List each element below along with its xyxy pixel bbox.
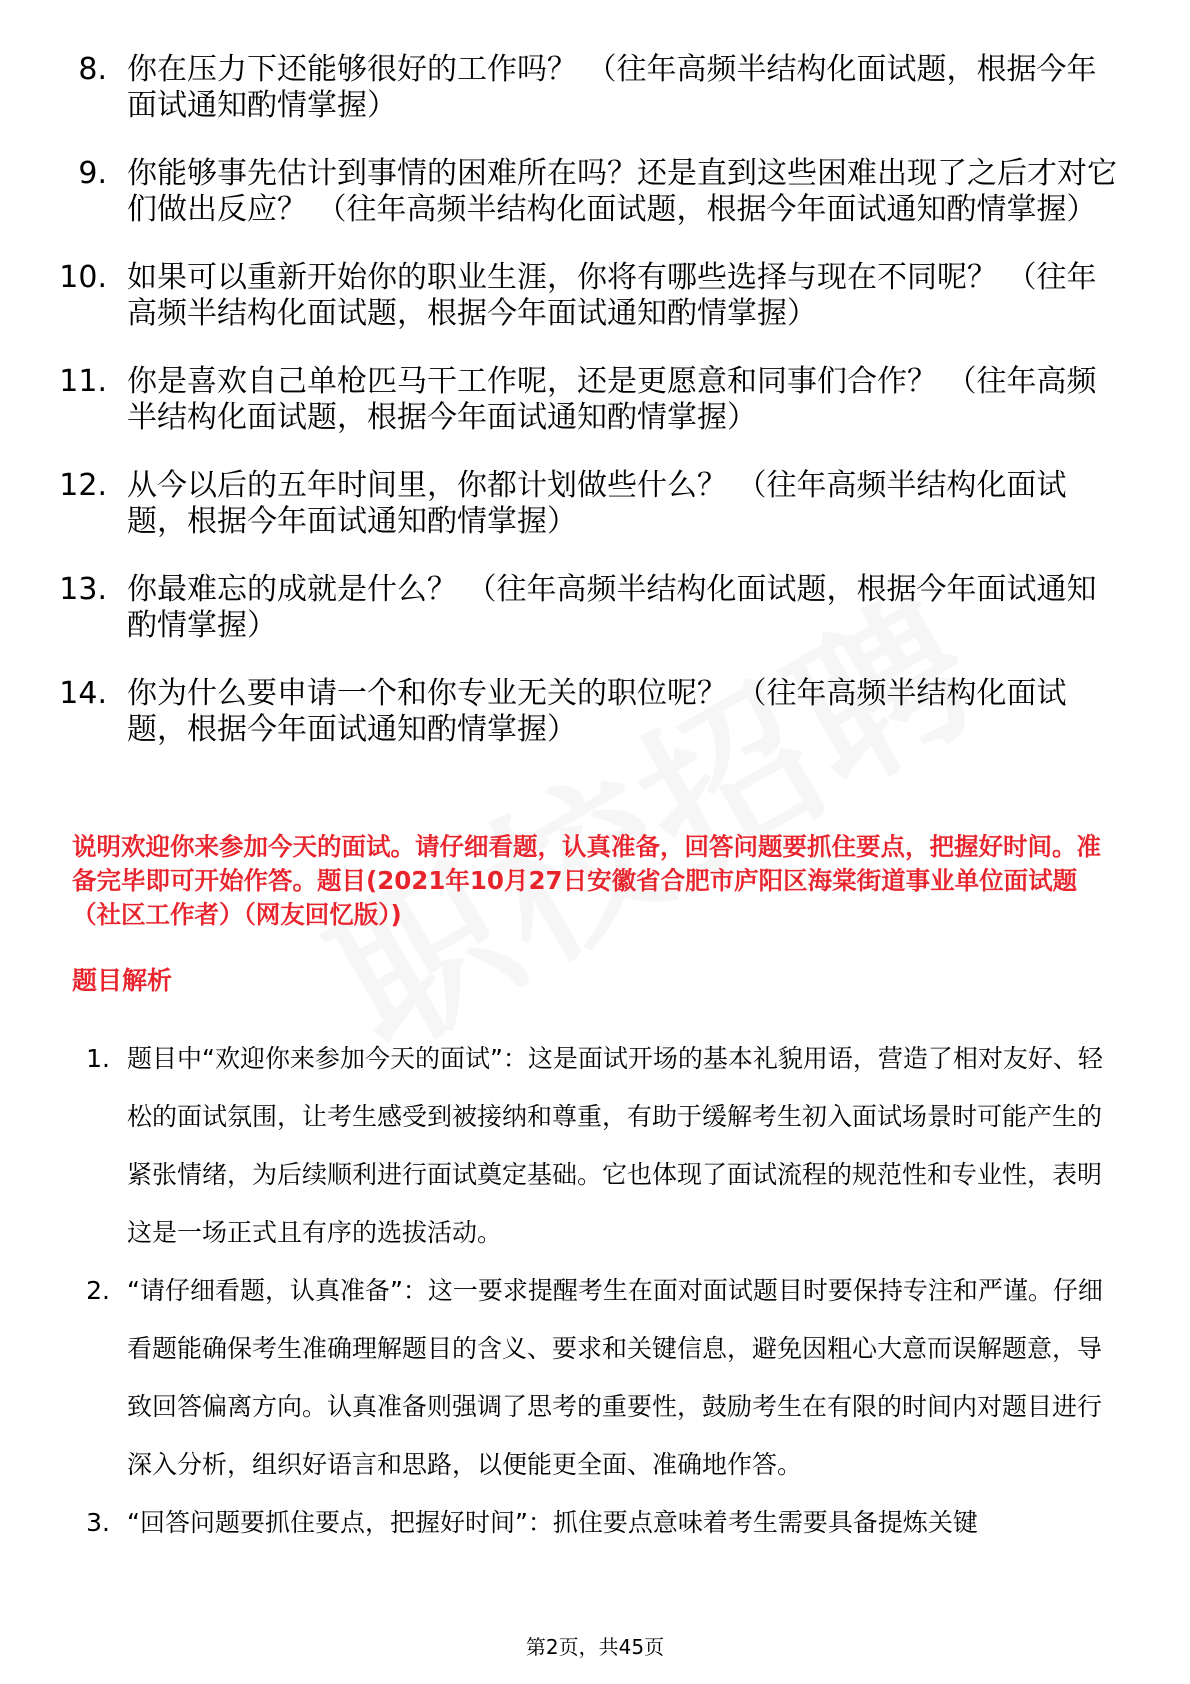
question-item [0, 468, 1190, 540]
question-number: 9. [78, 156, 107, 191]
question-number: 8. [78, 52, 107, 87]
analysis-text: “请仔细看题，认真准备”：这一要求提醒考生在面对面试题目时要保持专注和严谨。仔细看题能确保考生准确理解题目的含义、要求和关键信息，避免因粗心大意而误解题意，导致回答偏离方向。认真准备则强调了思考的重要性，鼓励考生在有限的时间内对题目进行深入分析，组织好语言和思路，以便能更全面、准确地作答。 [127, 1276, 1103, 1479]
question-item [0, 156, 1190, 228]
question-list [0, 52, 1190, 780]
analysis-number: 3. [86, 1508, 110, 1537]
question-number: 12. [59, 468, 107, 503]
question-text: 你为什么要申请一个和你专业无关的职位呢？ （往年高频半结构化面试题，根据今年面试通知酌情掌握） [127, 676, 1067, 747]
analysis-text: 题目中“欢迎你来参加今天的面试”：这是面试开场的基本礼貌用语，营造了相对友好、轻松的面试氛围，让考生感受到被接纳和尊重，有助于缓解考生初入面试场景时可能产生的紧张情绪，为后续顺利进行面试奠定基础。它也体现了面试流程的规范性和专业性，表明这是一场正式且有序的选拔活动。 [127, 1044, 1103, 1247]
question-text: 如果可以重新开始你的职业生涯，你将有哪些选择与现在不同呢？ （往年高频半结构化面试题，根据今年面试通知酌情掌握） [127, 260, 1097, 331]
analysis-number: 1. [86, 1044, 110, 1073]
question-text: 你最难忘的成就是什么？ （往年高频半结构化面试题，根据今年面试通知酌情掌握） [127, 572, 1097, 643]
question-number: 10. [59, 260, 107, 295]
analysis-list [0, 1030, 1190, 1552]
analysis-item [0, 1030, 1190, 1262]
question-item [0, 52, 1190, 124]
analysis-text: “回答问题要抓住要点，把握好时间”：抓住要点意味着考生需要具备提炼关键 [127, 1508, 978, 1537]
analysis-heading: 题目解析 [72, 966, 173, 995]
page-footer: 第2页，共45页 [525, 1635, 665, 1659]
question-text: 从今以后的五年时间里，你都计划做些什么？ （往年高频半结构化面试题，根据今年面试通知酌情掌握） [127, 468, 1067, 539]
question-number: 14. [59, 676, 107, 711]
analysis-item [0, 1262, 1190, 1494]
exam-instructions: 说明欢迎你来参加今天的面试。请仔细看题，认真准备，回答问题要抓住要点，把握好时间。准备完毕即可开始作答。题目(2021年10月27日安徽省合肥市庐阳区海棠街道事业单位面试题（社区工作者）（网友回忆版）) [72, 832, 1101, 929]
question-text: 你能够事先估计到事情的困难所在吗？还是直到这些困难出现了之后才对它们做出反应？ （往年高频半结构化面试题，根据今年面试通知酌情掌握） [127, 156, 1117, 227]
analysis-number: 2. [86, 1276, 110, 1305]
question-item [0, 364, 1190, 436]
question-item [0, 676, 1190, 748]
question-item [0, 572, 1190, 644]
question-text: 你在压力下还能够很好的工作吗？ （往年高频半结构化面试题，根据今年面试通知酌情掌握） [127, 52, 1097, 123]
question-text: 你是喜欢自己单枪匹马干工作呢，还是更愿意和同事们合作？ （往年高频半结构化面试题，根据今年面试通知酌情掌握） [127, 364, 1097, 435]
question-item [0, 260, 1190, 332]
question-number: 13. [59, 572, 107, 607]
question-number: 11. [59, 364, 107, 399]
analysis-item [0, 1494, 1190, 1552]
